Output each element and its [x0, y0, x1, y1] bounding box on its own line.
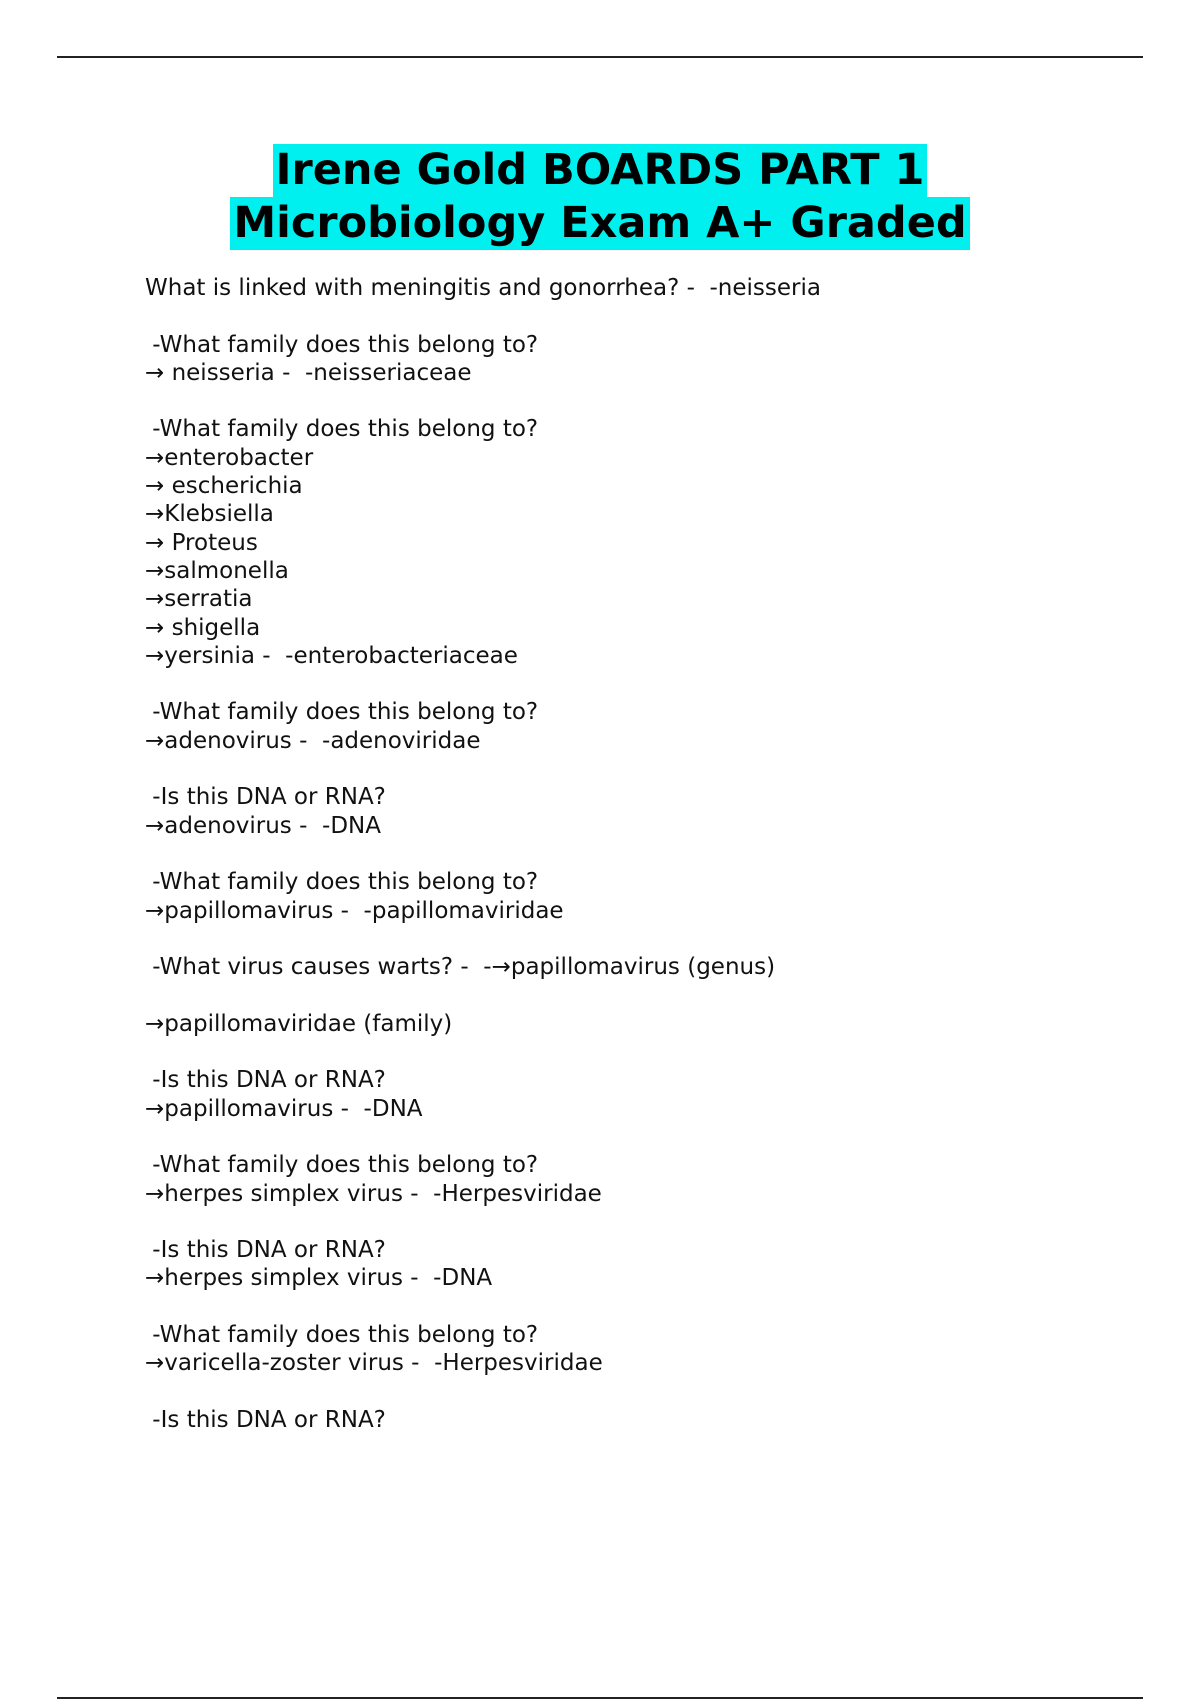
text-line: →papillomavirus - -DNA [145, 1095, 423, 1122]
qa-block [145, 415, 1105, 670]
text-line: → Proteus [145, 529, 258, 556]
text-line: →papillomaviridae (family) [145, 1010, 453, 1037]
title-line-2: Microbiology Exam A+ Graded [230, 197, 969, 250]
text-line: →serratia [145, 586, 253, 613]
text-line: -What family does this belong to? [145, 1321, 539, 1348]
text-line: -What family does this belong to? [145, 331, 539, 358]
text-line: →varicella-zoster virus - -Herpesviridae [145, 1350, 603, 1377]
title-line-1: Irene Gold BOARDS PART 1 [273, 144, 928, 197]
text-line: -Is this DNA or RNA? [145, 1067, 386, 1094]
text-line: →yersinia - -enterobacteriaceae [145, 642, 518, 669]
qa-block [145, 1406, 1105, 1434]
text-line: -What family does this belong to? [145, 1152, 539, 1179]
text-line: → shigella [145, 614, 261, 641]
qa-block [145, 953, 1105, 981]
document-title [0, 144, 1200, 250]
text-line: →herpes simplex virus - -Herpesviridae [145, 1180, 602, 1207]
text-line: → neisseria - -neisseriaceae [145, 359, 472, 386]
qa-block [145, 1151, 1105, 1208]
text-line: →enterobacter [145, 444, 314, 471]
text-line: What is linked with meningitis and gonorrhea? - -neisseria [145, 275, 821, 301]
text-line: -Is this DNA or RNA? [145, 784, 386, 811]
footer-rule [57, 1697, 1143, 1699]
qa-block [145, 783, 1105, 840]
text-line: -Is this DNA or RNA? [145, 1237, 386, 1264]
qa-block [145, 1321, 1105, 1378]
qa-block [145, 1010, 1105, 1038]
qa-block [145, 1066, 1105, 1123]
qa-block [145, 1236, 1105, 1293]
text-line: →Klebsiella [145, 501, 274, 528]
text-line: -What family does this belong to? [145, 699, 539, 726]
qa-block [145, 331, 1105, 388]
text-line: →adenovirus - -DNA [145, 812, 381, 839]
header-rule [57, 56, 1143, 58]
qa-block [145, 274, 1105, 302]
text-line: →papillomavirus - -papillomaviridae [145, 897, 564, 924]
text-line: -Is this DNA or RNA? [145, 1406, 386, 1433]
document-body [145, 274, 1105, 1462]
text-line: →herpes simplex virus - -DNA [145, 1265, 493, 1292]
text-line: →salmonella [145, 557, 289, 584]
qa-block [145, 868, 1105, 925]
text-line: -What family does this belong to? [145, 416, 539, 443]
text-line: → escherichia [145, 473, 303, 500]
text-line: →adenovirus - -adenoviridae [145, 727, 481, 754]
text-line: -What virus causes warts? - -→papillomavirus (genus) [145, 954, 776, 981]
qa-block [145, 698, 1105, 755]
text-line: -What family does this belong to? [145, 869, 539, 896]
